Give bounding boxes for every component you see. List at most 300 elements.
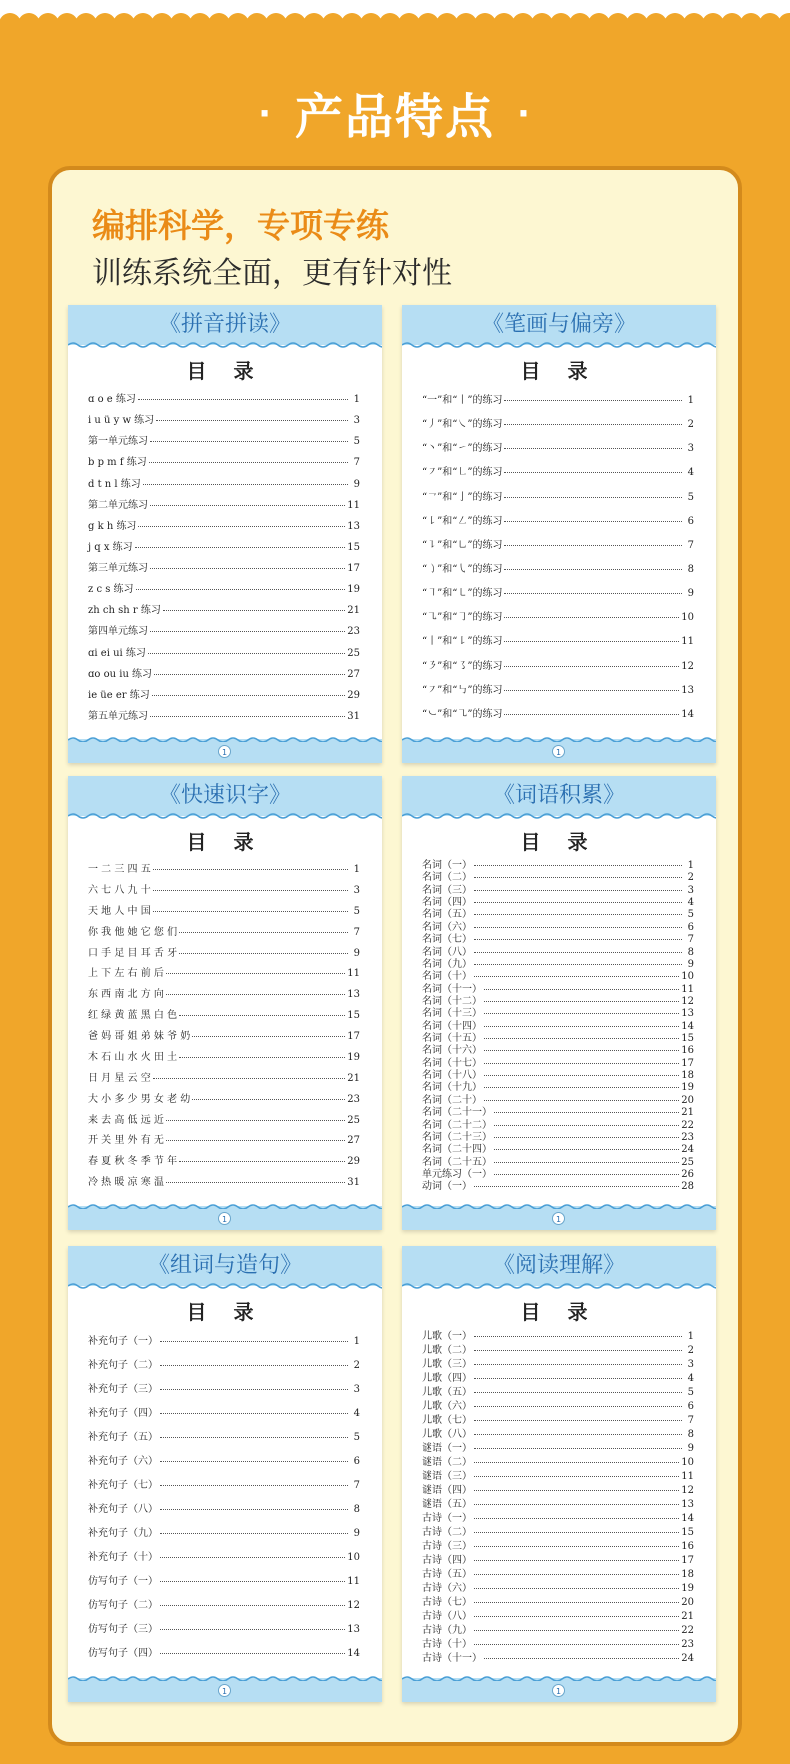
toc-entry-label: 名词（十三） bbox=[422, 1008, 482, 1020]
toc-row bbox=[88, 1027, 360, 1048]
toc-entry-page: 23 bbox=[681, 1639, 694, 1650]
toc-entry-page: 10 bbox=[681, 971, 694, 983]
toc-entry-label: 名词（三） bbox=[422, 884, 472, 896]
toc-heading: 目 录 bbox=[186, 359, 264, 383]
toc-entry-label: 第五单元练习 bbox=[88, 710, 148, 722]
toc-row bbox=[422, 872, 694, 884]
toc-entry-page: 2 bbox=[353, 1360, 360, 1371]
dot-leader bbox=[484, 1038, 679, 1039]
toc-row bbox=[88, 1618, 360, 1642]
toc-entry-page: 31 bbox=[347, 710, 360, 722]
toc-entry-page: 3 bbox=[687, 443, 694, 455]
dot-leader bbox=[474, 1602, 679, 1603]
tagline-secondary: 训练系统全面，更有针对性 bbox=[92, 256, 452, 291]
toc-row bbox=[422, 1021, 694, 1033]
toc-heading: 目 录 bbox=[186, 830, 264, 854]
toc-entry-label: 补充句子（十） bbox=[88, 1552, 158, 1563]
toc-row bbox=[422, 1008, 694, 1020]
toc-row bbox=[422, 909, 694, 921]
toc-row bbox=[422, 1033, 694, 1045]
dot-leader bbox=[138, 526, 345, 527]
toc-row bbox=[422, 1181, 694, 1193]
dot-leader bbox=[153, 890, 348, 891]
dot-leader bbox=[484, 1100, 679, 1101]
toc-entry-page: 3 bbox=[353, 1384, 360, 1395]
toc-entry-page: 12 bbox=[681, 660, 694, 672]
toc-row bbox=[422, 1144, 694, 1156]
toc-row bbox=[422, 1596, 694, 1610]
toc-row bbox=[88, 685, 360, 706]
toc-row bbox=[88, 474, 360, 495]
toc-row bbox=[422, 1470, 694, 1484]
dot-leader bbox=[156, 420, 348, 421]
toc-list bbox=[88, 1330, 360, 1666]
toc-entry-label: 名词（二十一） bbox=[422, 1107, 492, 1119]
toc-entry-page: 9 bbox=[353, 1528, 360, 1539]
toc-entry-page: 19 bbox=[681, 1082, 694, 1094]
toc-row bbox=[88, 1131, 360, 1152]
toc-entry-page: 5 bbox=[687, 1387, 694, 1398]
toc-row bbox=[88, 964, 360, 985]
toc-row bbox=[88, 1474, 360, 1498]
toc-entry-label: 名词（九） bbox=[422, 958, 472, 970]
toc-entry-label: 谜语（三） bbox=[422, 1471, 472, 1482]
toc-entry-page: 3 bbox=[353, 415, 360, 427]
toc-row bbox=[422, 582, 694, 606]
toc-entry-page: 8 bbox=[353, 1504, 360, 1515]
toc-entry-label: 古诗（七） bbox=[422, 1597, 472, 1608]
toc-entry-page: 1 bbox=[687, 860, 694, 871]
toc-entry-page: 10 bbox=[681, 612, 694, 624]
toc-row bbox=[88, 452, 360, 473]
dot-leader bbox=[474, 914, 682, 915]
dot-leader bbox=[484, 1063, 679, 1064]
toc-row bbox=[422, 934, 694, 946]
dot-leader bbox=[179, 1015, 345, 1016]
toc-row bbox=[88, 1111, 360, 1132]
toc-entry-label: 补充句子（四） bbox=[88, 1408, 158, 1419]
toc-entry-label: 名词（二十四） bbox=[422, 1144, 492, 1156]
toc-entry-page: 13 bbox=[347, 989, 360, 1001]
toc-row bbox=[422, 1526, 694, 1540]
toc-row bbox=[88, 985, 360, 1006]
toc-entry-label: 仿写句子（二） bbox=[88, 1600, 158, 1611]
toc-entry-page: 21 bbox=[681, 1107, 694, 1119]
toc-entry-page: 17 bbox=[347, 1031, 360, 1042]
toc-entry-label: 古诗（十） bbox=[422, 1639, 472, 1650]
dot-leader bbox=[160, 1437, 348, 1438]
toc-entry-page: 2 bbox=[687, 872, 694, 884]
toc-row bbox=[88, 664, 360, 685]
wave-divider bbox=[68, 812, 382, 820]
toc-entry-label: 古诗（十一） bbox=[422, 1653, 482, 1664]
toc-heading: 目 录 bbox=[520, 1300, 598, 1324]
dot-leader bbox=[138, 399, 348, 400]
dot-leader bbox=[494, 1174, 679, 1175]
dot-leader bbox=[484, 1013, 679, 1014]
toc-entry-page: 31 bbox=[347, 1177, 360, 1189]
toc-row bbox=[88, 1152, 360, 1173]
toc-entry-label: 第四单元练习 bbox=[88, 626, 148, 638]
toc-row bbox=[88, 706, 360, 727]
dot-leader bbox=[504, 569, 682, 570]
dot-leader bbox=[494, 1149, 679, 1150]
dot-leader bbox=[160, 1365, 348, 1366]
toc-entry-page: 16 bbox=[681, 1541, 694, 1552]
toc-row bbox=[422, 1582, 694, 1596]
toc-entry-page: 4 bbox=[687, 897, 694, 909]
dot-leader bbox=[504, 448, 682, 449]
toc-entry-label: 木 石 山 水 火 田 土 bbox=[88, 1051, 178, 1063]
toc-row bbox=[422, 1540, 694, 1554]
toc-row bbox=[422, 1512, 694, 1526]
toc-entry-label: 天 地 人 中 国 bbox=[88, 905, 151, 917]
footer-wave bbox=[402, 1675, 716, 1681]
toc-entry-page: 7 bbox=[353, 926, 360, 938]
toc-entry-page: 9 bbox=[687, 958, 694, 970]
toc-entry-page: 28 bbox=[681, 1181, 694, 1193]
toc-list bbox=[422, 389, 694, 727]
dot-leader bbox=[474, 952, 682, 953]
toc-row bbox=[422, 1058, 694, 1070]
toc-entry-label: 儿歌（八） bbox=[422, 1429, 472, 1440]
card-footer bbox=[68, 1206, 382, 1230]
toc-entry-label: 儿歌（五） bbox=[422, 1387, 472, 1398]
toc-row bbox=[422, 461, 694, 485]
toc-row bbox=[422, 1107, 694, 1119]
dot-leader bbox=[504, 593, 682, 594]
toc-entry-label: 第三单元练习 bbox=[88, 563, 148, 574]
toc-row bbox=[422, 679, 694, 703]
dot-leader bbox=[474, 1448, 682, 1449]
dot-leader bbox=[474, 1350, 682, 1351]
toc-row bbox=[422, 1070, 694, 1082]
toc-entry-label: 六 七 八 九 十 bbox=[88, 884, 151, 896]
toc-row bbox=[422, 703, 694, 727]
book-title: 《组词与造句》 bbox=[68, 1246, 382, 1286]
toc-entry-page: 10 bbox=[681, 1457, 694, 1468]
toc-row bbox=[422, 860, 694, 872]
dot-leader bbox=[474, 927, 682, 928]
toc-row bbox=[88, 902, 360, 923]
toc-entry-page: 1 bbox=[687, 395, 694, 406]
toc-entry-label: d t n l 练习 bbox=[88, 478, 141, 490]
toc-entry-label: ɑ o e 练习 bbox=[88, 394, 136, 405]
toc-entry-page: 17 bbox=[347, 563, 360, 574]
toc-entry-page: 29 bbox=[347, 1156, 360, 1168]
book-card-pinyin bbox=[68, 305, 382, 763]
toc-entry-page: 7 bbox=[353, 457, 360, 469]
toc-entry-label: 第一单元练习 bbox=[88, 436, 148, 448]
toc-row bbox=[88, 944, 360, 965]
toc-row bbox=[88, 1354, 360, 1378]
toc-heading: 目 录 bbox=[186, 1300, 264, 1324]
page-number-badge: 1 bbox=[552, 1684, 565, 1697]
card-footer bbox=[402, 739, 716, 763]
dot-leader bbox=[504, 545, 682, 546]
toc-row bbox=[422, 1484, 694, 1498]
toc-entry-label: 名词（十五） bbox=[422, 1033, 482, 1045]
toc-entry-label: 冷 热 暖 凉 寒 温 bbox=[88, 1177, 164, 1189]
toc-row bbox=[422, 606, 694, 630]
book-title: 《快速识字》 bbox=[68, 776, 382, 816]
card-footer bbox=[68, 1678, 382, 1702]
toc-row bbox=[88, 1642, 360, 1666]
toc-row bbox=[422, 897, 694, 909]
dot-leader bbox=[179, 1161, 345, 1162]
toc-entry-page: 2 bbox=[687, 1345, 694, 1356]
dot-leader bbox=[192, 1036, 345, 1037]
dot-leader bbox=[504, 424, 682, 425]
toc-entry-page: 7 bbox=[687, 1415, 694, 1426]
toc-entry-label: 名词（六） bbox=[422, 921, 472, 933]
toc-entry-label: 名词（十七） bbox=[422, 1057, 482, 1069]
toc-row bbox=[88, 1090, 360, 1111]
toc-entry-page: 4 bbox=[687, 467, 694, 479]
toc-row bbox=[422, 1045, 694, 1057]
toc-entry-label: 古诗（六） bbox=[422, 1583, 472, 1594]
toc-entry-label: 你 我 他 她 它 您 们 bbox=[88, 926, 178, 938]
toc-row bbox=[88, 1048, 360, 1069]
book-card-vocabulary bbox=[402, 776, 716, 1230]
toc-entry-label: 补充句子（六） bbox=[88, 1456, 158, 1467]
footer-wave bbox=[68, 1203, 382, 1209]
toc-entry-page: 8 bbox=[687, 1429, 694, 1440]
toc-entry-page: 14 bbox=[347, 1648, 360, 1659]
dot-leader bbox=[484, 1075, 679, 1076]
dot-leader bbox=[474, 976, 679, 977]
toc-entry-label: “㇁”和“㇂”的练习 bbox=[422, 563, 503, 575]
toc-entry-label: 古诗（二） bbox=[422, 1527, 472, 1538]
dot-leader bbox=[160, 1581, 345, 1582]
toc-entry-page: 21 bbox=[681, 1611, 694, 1622]
toc-row bbox=[88, 1546, 360, 1570]
toc-row bbox=[88, 579, 360, 600]
wave-divider bbox=[68, 341, 382, 349]
toc-entry-label: 名词（十九） bbox=[422, 1082, 482, 1094]
dot-leader bbox=[504, 472, 682, 473]
toc-entry-label: 谜语（一） bbox=[422, 1443, 472, 1454]
dot-leader bbox=[192, 1099, 345, 1100]
dot-leader bbox=[474, 1186, 679, 1187]
toc-entry-page: 13 bbox=[681, 684, 694, 696]
toc-row bbox=[422, 984, 694, 996]
toc-entry-label: 儿歌（一） bbox=[422, 1331, 472, 1342]
toc-row bbox=[422, 1442, 694, 1456]
toc-row bbox=[422, 1120, 694, 1132]
toc-entry-label: “㇕”和“㇄”的练习 bbox=[422, 588, 503, 600]
toc-entry-page: 9 bbox=[353, 478, 360, 490]
toc-entry-page: 11 bbox=[347, 968, 360, 980]
toc-entry-page: 17 bbox=[681, 1555, 694, 1566]
toc-entry-label: “㇖”和“亅”的练习 bbox=[422, 491, 503, 503]
dot-leader bbox=[474, 1518, 679, 1519]
toc-entry-page: 13 bbox=[347, 1624, 360, 1635]
dot-leader bbox=[179, 953, 348, 954]
toc-entry-page: 5 bbox=[353, 1432, 360, 1443]
toc-entry-page: 22 bbox=[681, 1625, 694, 1636]
toc-row bbox=[88, 537, 360, 558]
toc-entry-page: 5 bbox=[687, 491, 694, 503]
toc-entry-page: 7 bbox=[353, 1480, 360, 1491]
footer-wave bbox=[402, 1203, 716, 1209]
dot-leader bbox=[166, 1120, 345, 1121]
toc-row bbox=[88, 600, 360, 621]
toc-entry-label: 红 绿 黄 蓝 黑 白 色 bbox=[88, 1010, 178, 1022]
toc-entry-page: 4 bbox=[687, 1373, 694, 1384]
book-title: 《笔画与偏旁》 bbox=[402, 305, 716, 345]
dot-leader bbox=[153, 869, 348, 870]
toc-entry-label: 古诗（八） bbox=[422, 1611, 472, 1622]
footer-wave bbox=[402, 736, 716, 742]
dot-leader bbox=[474, 1532, 679, 1533]
toc-list bbox=[422, 1330, 694, 1666]
toc-entry-page: 3 bbox=[687, 884, 694, 896]
scalloped-top-edge bbox=[0, 0, 790, 34]
toc-entry-label: 春 夏 秋 冬 季 节 年 bbox=[88, 1156, 178, 1168]
dot-leader bbox=[504, 666, 679, 667]
toc-entry-label: ie üe er 练习 bbox=[88, 689, 150, 701]
book-title: 《拼音拼读》 bbox=[68, 305, 382, 345]
toc-row bbox=[88, 923, 360, 944]
toc-entry-page: 8 bbox=[687, 563, 694, 575]
dot-leader bbox=[166, 1182, 345, 1183]
toc-row bbox=[422, 558, 694, 582]
dot-leader bbox=[160, 1557, 345, 1558]
toc-entry-label: 日 月 星 云 空 bbox=[88, 1072, 151, 1084]
book-card-reading bbox=[402, 1246, 716, 1702]
page-number-badge: 1 bbox=[218, 1684, 231, 1697]
toc-entry-label: j q x 练习 bbox=[88, 541, 133, 553]
toc-entry-label: 补充句子（九） bbox=[88, 1528, 158, 1539]
toc-entry-label: “㇙”和“㇜”的练习 bbox=[422, 515, 503, 527]
toc-entry-label: 古诗（四） bbox=[422, 1555, 472, 1566]
toc-row bbox=[88, 495, 360, 516]
toc-entry-page: 16 bbox=[681, 1045, 694, 1057]
toc-entry-label: “㇈”和“㇆”的练习 bbox=[422, 612, 503, 624]
toc-row bbox=[422, 959, 694, 971]
dot-leader bbox=[474, 1490, 679, 1491]
toc-row bbox=[422, 1554, 694, 1568]
toc-entry-page: 6 bbox=[353, 1456, 360, 1467]
card-footer bbox=[68, 739, 382, 763]
toc-entry-page: 13 bbox=[347, 520, 360, 532]
card-footer bbox=[402, 1206, 716, 1230]
toc-entry-page: 23 bbox=[347, 626, 360, 638]
toc-row bbox=[88, 1378, 360, 1402]
dot-leader bbox=[143, 484, 348, 485]
toc-entry-label: 补充句子（五） bbox=[88, 1432, 158, 1443]
dot-leader bbox=[154, 674, 345, 675]
dot-leader bbox=[494, 1137, 679, 1138]
toc-row bbox=[88, 1006, 360, 1027]
dot-leader bbox=[474, 1378, 682, 1379]
toc-entry-label: “丿”和“㇏”的练习 bbox=[422, 419, 503, 431]
toc-entry-label: b p m f 练习 bbox=[88, 457, 147, 469]
dot-leader bbox=[504, 400, 682, 401]
dot-leader bbox=[150, 505, 345, 506]
toc-entry-label: 开 关 里 外 有 无 bbox=[88, 1135, 164, 1147]
book-card-strokes bbox=[402, 305, 716, 763]
book-card-sentences bbox=[68, 1246, 382, 1702]
toc-entry-page: 3 bbox=[687, 1359, 694, 1370]
toc-entry-page: 25 bbox=[347, 647, 360, 659]
toc-row bbox=[88, 389, 360, 410]
dot-leader bbox=[474, 1392, 682, 1393]
toc-row bbox=[422, 947, 694, 959]
wave-divider bbox=[402, 341, 716, 349]
dot-leader bbox=[474, 865, 682, 866]
toc-entry-label: 儿歌（二） bbox=[422, 1345, 472, 1356]
wave-divider bbox=[402, 1282, 716, 1290]
toc-row bbox=[422, 1132, 694, 1144]
toc-row bbox=[88, 1402, 360, 1426]
toc-heading: 目 录 bbox=[520, 830, 598, 854]
toc-row bbox=[422, 922, 694, 934]
toc-entry-label: 儿歌（七） bbox=[422, 1415, 472, 1426]
toc-row bbox=[422, 1400, 694, 1414]
dot-leader bbox=[474, 1420, 682, 1421]
toc-entry-page: 11 bbox=[347, 1576, 360, 1587]
toc-entry-page: 9 bbox=[353, 947, 360, 959]
toc-entry-label: “一”和“丨”的练习 bbox=[422, 395, 503, 406]
toc-entry-label: 名词（十四） bbox=[422, 1020, 482, 1032]
footer-wave bbox=[68, 736, 382, 742]
toc-row bbox=[422, 1372, 694, 1386]
toc-row bbox=[422, 1456, 694, 1470]
toc-row bbox=[422, 1358, 694, 1372]
toc-entry-page: 15 bbox=[347, 1010, 360, 1022]
toc-entry-page: 7 bbox=[687, 539, 694, 551]
toc-row bbox=[422, 1386, 694, 1400]
toc-row bbox=[88, 621, 360, 642]
toc-entry-label: 补充句子（三） bbox=[88, 1384, 158, 1395]
toc-entry-page: 15 bbox=[681, 1033, 694, 1045]
toc-row bbox=[88, 1594, 360, 1618]
toc-entry-label: 名词（四） bbox=[422, 897, 472, 909]
toc-heading: 目 录 bbox=[520, 359, 598, 383]
toc-entry-page: 15 bbox=[347, 541, 360, 553]
toc-entry-label: “丨”和“㇙”的练习 bbox=[422, 636, 503, 648]
toc-entry-label: 来 去 高 低 远 近 bbox=[88, 1114, 164, 1126]
toc-entry-page: 11 bbox=[681, 1471, 694, 1482]
toc-entry-label: 谜语（二） bbox=[422, 1457, 472, 1468]
toc-entry-page: 13 bbox=[681, 1499, 694, 1510]
dot-leader bbox=[160, 1509, 348, 1510]
toc-list bbox=[422, 860, 694, 1194]
dot-leader bbox=[474, 902, 682, 903]
toc-entry-label: 口 手 足 目 耳 舌 牙 bbox=[88, 947, 178, 959]
toc-row bbox=[422, 486, 694, 510]
toc-row bbox=[422, 1157, 694, 1169]
toc-entry-page: 6 bbox=[687, 1401, 694, 1412]
toc-entry-page: 5 bbox=[353, 436, 360, 448]
dot-leader bbox=[504, 714, 679, 715]
toc-entry-page: 14 bbox=[681, 708, 694, 720]
dot-leader bbox=[135, 547, 346, 548]
toc-entry-page: 26 bbox=[681, 1168, 694, 1180]
toc-entry-page: 23 bbox=[681, 1131, 694, 1143]
toc-row bbox=[422, 1498, 694, 1512]
dot-leader bbox=[474, 890, 682, 891]
toc-entry-label: 名词（一） bbox=[422, 860, 472, 871]
toc-entry-label: 名词（五） bbox=[422, 909, 472, 921]
dot-leader bbox=[494, 1125, 679, 1126]
toc-entry-page: 2 bbox=[687, 419, 694, 431]
toc-row bbox=[88, 1173, 360, 1194]
dot-leader bbox=[484, 1001, 679, 1002]
toc-entry-page: 1 bbox=[687, 1331, 694, 1342]
